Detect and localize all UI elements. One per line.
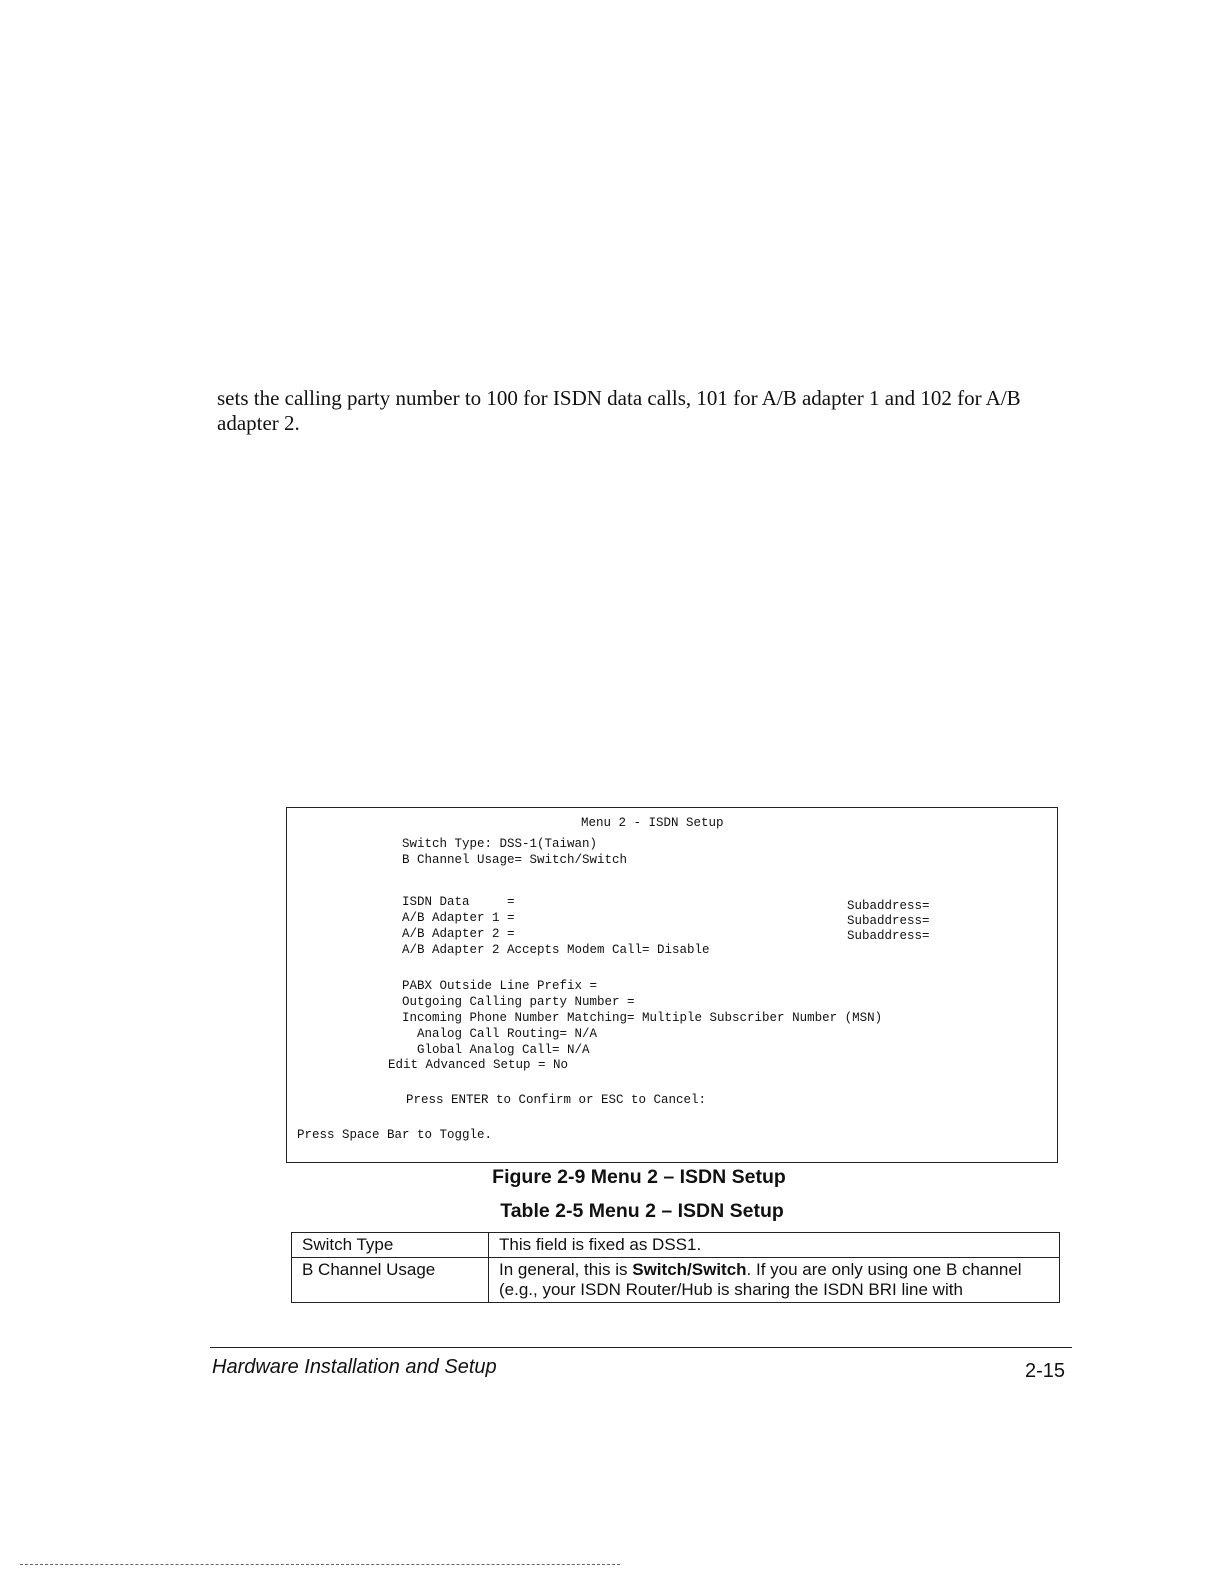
scan-artifact-divider [20, 1564, 620, 1565]
menu-title: Menu 2 - ISDN Setup [581, 816, 724, 830]
ab-adapter-1-line: A/B Adapter 1 = [402, 911, 515, 925]
table-cell-field: Switch Type [292, 1233, 489, 1258]
table-row [292, 1258, 1060, 1303]
table-cell-field: B Channel Usage [292, 1258, 489, 1303]
page-number: 2-15 [1025, 1360, 1066, 1382]
desc-text: . If you are only using one B channel (e.g., your ISDN Router/Hub is sharing the ISDN BRI line with [499, 1260, 1022, 1299]
table-caption: Table 2-5 Menu 2 – ISDN Setup [500, 1200, 784, 1222]
switch-type-line: Switch Type: DSS-1(Taiwan) [402, 837, 598, 851]
subaddress-adapter-2: Subaddress= [847, 929, 930, 943]
body-paragraph: sets the calling party number to 100 for ISDN data calls, 101 for A/B adapter 1 and 102 for A/B adapter 2. [217, 386, 1021, 435]
b-channel-usage-line: B Channel Usage= Switch/Switch [402, 853, 628, 867]
subaddress-adapter-1: Subaddress= [847, 914, 930, 928]
confirm-prompt: Press ENTER to Confirm or ESC to Cancel: [406, 1093, 707, 1107]
modem-call-line: A/B Adapter 2 Accepts Modem Call= Disable [402, 943, 710, 957]
isdn-data-line: ISDN Data = [402, 895, 515, 909]
table-cell-description [489, 1258, 1060, 1303]
outgoing-calling-line: Outgoing Calling party Number = [402, 995, 635, 1009]
global-analog-line: Global Analog Call= N/A [402, 1043, 590, 1057]
footer-section-title: Hardware Installation and Setup [212, 1356, 497, 1378]
subaddress-isdn-data: Subaddress= [847, 899, 930, 913]
terminal-screen-figure [286, 807, 1058, 1163]
edit-advanced-line: Edit Advanced Setup = No [388, 1058, 569, 1072]
analog-routing-line: Analog Call Routing= N/A [402, 1027, 598, 1041]
desc-bold-term: Switch/Switch [632, 1260, 747, 1279]
pabx-prefix-line: PABX Outside Line Prefix = [402, 979, 598, 993]
desc-text: In general, this is [499, 1260, 633, 1279]
description-table [291, 1232, 1060, 1303]
footer-rule [210, 1347, 1072, 1348]
incoming-matching-line: Incoming Phone Number Matching= Multiple Subscriber Number (MSN) [402, 1011, 883, 1025]
figure-caption: Figure 2-9 Menu 2 – ISDN Setup [492, 1166, 786, 1188]
table-row [292, 1233, 1060, 1258]
table-cell-description: This field is fixed as DSS1. [489, 1233, 1060, 1258]
ab-adapter-2-line: A/B Adapter 2 = [402, 927, 515, 941]
toggle-hint: Press Space Bar to Toggle. [297, 1128, 493, 1142]
